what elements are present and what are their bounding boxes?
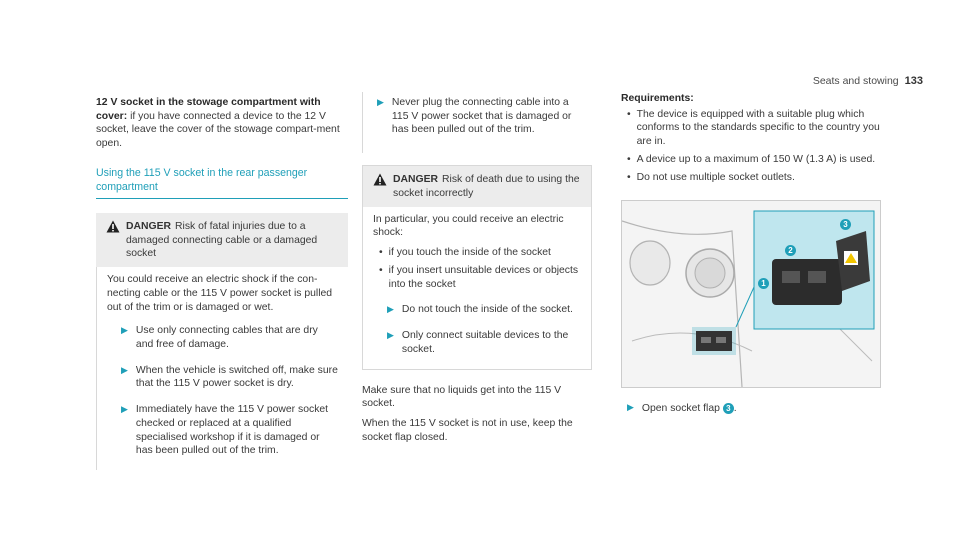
section-title: Using the 115 V socket in the rear passenger compartment	[96, 167, 348, 199]
danger-title-text	[393, 173, 581, 200]
danger-box-socket	[362, 165, 592, 369]
section-name: Seats and stowing	[812, 75, 899, 87]
step-text: Only connect suitable devices to the socket.	[401, 330, 569, 355]
step-arrow-icon: ▶	[377, 97, 384, 107]
step-arrow-icon: ▶	[387, 304, 394, 315]
column-middle	[362, 92, 592, 450]
requirements-title: Requirements:	[621, 93, 694, 104]
bullet-text: if you touch the inside of the socket	[388, 247, 551, 259]
callout-ref: 3	[723, 403, 734, 414]
step-text: Never plug the connecting cable into a 115 V power socket that is damaged or has been pulled out of the trim.	[391, 97, 572, 136]
instruction-step	[107, 320, 338, 355]
cover-note-text: if you have connected a device to the 12 V socket, leave the cover of the stowage compart-ment open.	[96, 110, 340, 150]
column-left	[96, 96, 348, 470]
callout-3: 3	[840, 219, 851, 230]
bullet-icon: •	[627, 153, 631, 165]
cover-note	[96, 96, 348, 151]
step-arrow-icon: ▶	[627, 402, 634, 413]
danger-body	[363, 207, 591, 369]
paragraph-flap: When the 115 V socket is not in use, keep the socket flap closed.	[362, 418, 573, 443]
step-text: When the vehicle is switched off, make sure that the 115 V power socket is dry.	[135, 364, 338, 390]
danger-title: Risk of death due to using the socket incorrectly	[393, 174, 580, 199]
instruction-step	[107, 360, 338, 395]
step-arrow-icon: ▶	[121, 325, 128, 336]
step-text-label: Open socket flap	[641, 403, 720, 415]
socket-illustration	[621, 200, 881, 388]
callout-1: 1	[758, 278, 769, 289]
paragraph-liquids: Make sure that no liquids get into the 115 V socket.	[362, 384, 562, 410]
cover-note-heading: 12 V socket in the stowage compartment with cover:	[96, 97, 321, 122]
danger-intro: In particular, you could receive an electric shock:	[373, 213, 564, 239]
continued-steps	[362, 92, 592, 153]
list-item	[627, 153, 889, 167]
danger-box-cable	[96, 213, 348, 470]
instruction-step	[621, 402, 889, 416]
step-arrow-icon: ▶	[387, 330, 394, 341]
warning-triangle-icon	[106, 220, 120, 233]
instruction-step	[373, 325, 581, 360]
bullet-text: if you insert unsuitable devices or objects into the socket	[388, 264, 579, 290]
instruction-step	[373, 299, 581, 321]
danger-label: DANGER	[126, 220, 172, 232]
bullet-icon: •	[379, 264, 383, 276]
list-item	[627, 171, 889, 185]
bullet-text: The device is equipped with a suitable plug which conforms to the standards specific to the country you are in.	[636, 108, 880, 148]
step-text: Use only connecting cables that are dry and free of damage.	[135, 325, 318, 351]
danger-body	[96, 267, 348, 470]
step-text: Do not touch the inside of the socket.	[401, 304, 573, 316]
danger-label: DANGER	[393, 174, 439, 186]
bullet-text: A device up to a maximum of 150 W (1.3 A) is used.	[636, 153, 876, 165]
list-item	[379, 246, 581, 260]
step-text: Immediately have the 115 V power socket checked or replaced at a qualified specialised workshop if it is damaged or has been pulled out of the trim.	[135, 404, 329, 457]
step-text: Open socket flap 3 .	[641, 403, 737, 415]
danger-title-text	[126, 220, 338, 261]
danger-header	[96, 213, 348, 267]
page-number: 133	[904, 75, 923, 87]
list-item	[379, 264, 581, 291]
danger-header	[363, 166, 591, 206]
list-item	[627, 108, 889, 149]
callout-2: 2	[785, 245, 796, 256]
page-header	[813, 74, 923, 89]
column-right	[621, 92, 889, 416]
bullet-icon: •	[627, 108, 631, 120]
step-arrow-icon: ▶	[121, 404, 128, 415]
instruction-step	[107, 399, 338, 462]
danger-title: Risk of fatal injuries due to a damaged connecting cable or a damaged socket	[126, 220, 318, 260]
bullet-icon: •	[627, 171, 631, 183]
socket-illustration-drawing	[622, 201, 880, 387]
danger-description: You could receive an electric shock if the con-necting cable or the 115 V power socket is pulled out of the trim or is damaged or wet.	[107, 274, 333, 313]
step-arrow-icon: ▶	[121, 364, 128, 375]
bullet-icon: •	[379, 247, 383, 259]
bullet-text: Do not use multiple socket outlets.	[636, 171, 795, 183]
warning-triangle-icon	[373, 173, 387, 186]
instruction-step	[363, 92, 582, 141]
